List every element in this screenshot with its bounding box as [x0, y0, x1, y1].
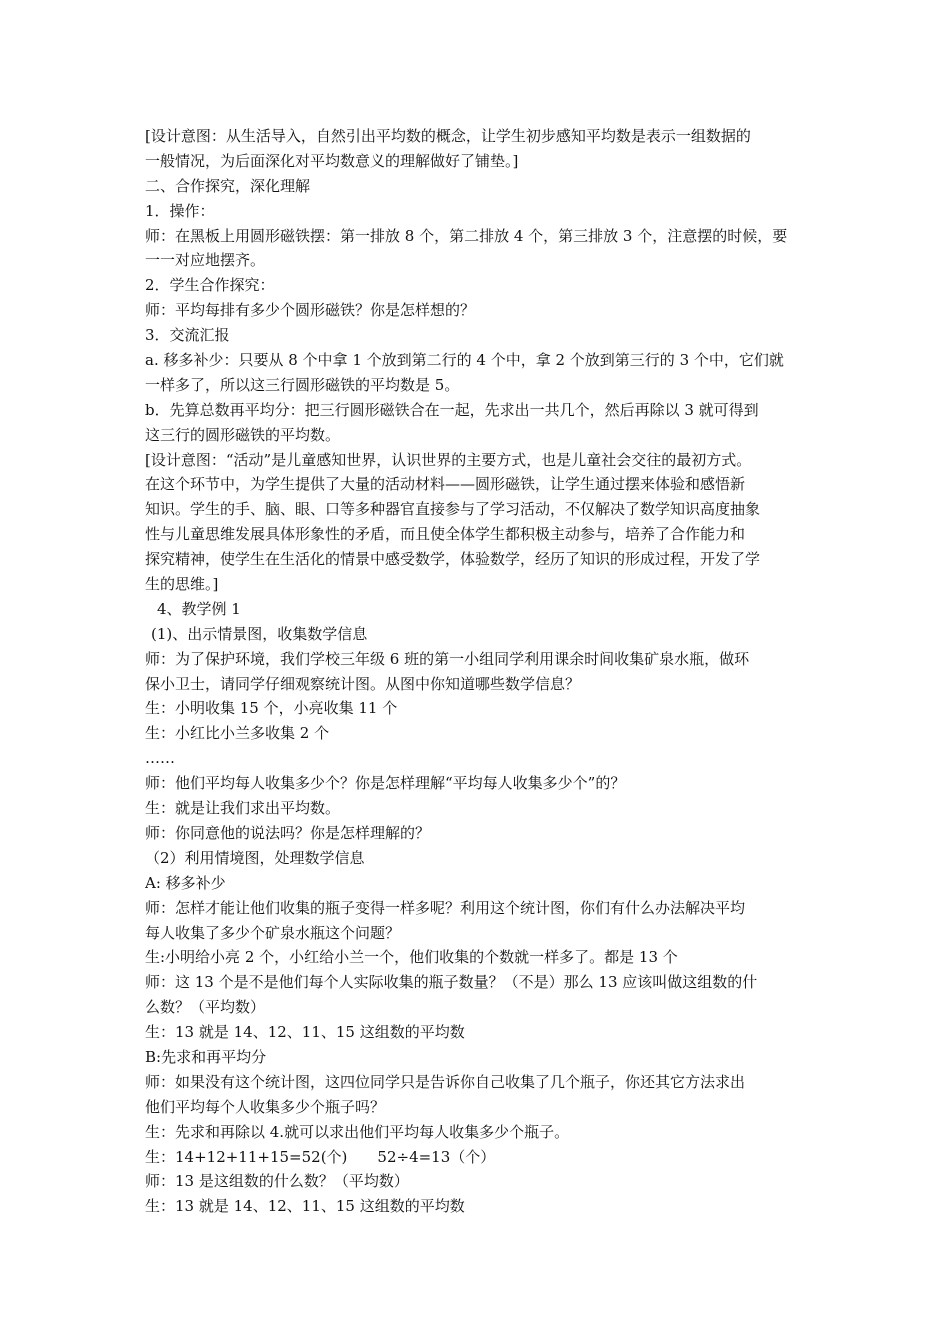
text-line: 一一对应地摆齐。 [145, 251, 266, 270]
document-page [145, 124, 825, 1219]
text-line: 师：怎样才能让他们收集的瓶子变得一样多呢？利用这个统计图，你们有什么办法解决平均 [145, 898, 746, 917]
text-line: 一样多了，所以这三行圆形磁铁的平均数是 5。 [145, 375, 460, 394]
text-line: 师：你同意他的说法吗？你是怎样理解的？ [145, 823, 431, 842]
text-line: 生：13 就是 14、12、11、15 这组数的平均数 [145, 1197, 465, 1216]
text-line: 生：就是让我们求出平均数。 [145, 799, 341, 818]
text-line: 师：他们平均每人收集多少个？你是怎样理解“平均每人收集多少个”的？ [145, 774, 626, 793]
text-line: 师：在黑板上用圆形磁铁摆：第一排放 8 个，第二排放 4 个，第三排放 3 个，注意摆的时候，要 [145, 226, 788, 245]
text-line: [设计意图：“活动”是儿童感知世界，认识世界的主要方式，也是儿童社会交往的最初方式。 [145, 450, 752, 469]
text-line: 生：13 就是 14、12、11、15 这组数的平均数 [145, 1023, 465, 1042]
text-line: 3．交流汇报 [145, 326, 230, 345]
text-line: 知识。学生的手、脑、眼、口等多种器官直接参与了学习活动，不仅解决了数学知识高度抽象 [145, 500, 761, 519]
text-line: 1．操作： [145, 201, 215, 220]
text-line: 么数？（平均数） [145, 998, 266, 1017]
text-line: b．先算总数再平均分：把三行圆形磁铁合在一起，先求出一共几个，然后再除以 3 就可得到 [145, 400, 759, 419]
text-line: （2）利用情境图，处理数学信息 [145, 848, 365, 867]
text-line: …… [145, 749, 175, 768]
text-line: 这三行的圆形磁铁的平均数。 [145, 425, 341, 444]
text-line: 师：如果没有这个统计图，这四位同学只是告诉你自己收集了几个瓶子，你还其它方法求出 [145, 1072, 746, 1091]
text-line: 师：这 13 个是不是他们每个人实际收集的瓶子数量？（不是）那么 13 应该叫做这组数的什 [145, 973, 758, 992]
text-line: 生：先求和再除以 4.就可以求出他们平均每人收集多少个瓶子。 [145, 1122, 570, 1141]
text-line: 生的思维。] [145, 575, 219, 594]
text-line: 性与儿童思维发展具体形象性的矛盾，而且使全体学生都积极主动参与，培养了合作能力和 [145, 525, 746, 544]
text-line: (1)、出示情景图，收集数学信息 [151, 624, 368, 643]
text-line: a. 移多补少：只要从 8 个中拿 1 个放到第二行的 4 个中，拿 2 个放到第三行的 3 个中，它们就 [145, 351, 784, 370]
text-line: 师：平均每排有多少个圆形磁铁？你是怎样想的？ [145, 301, 476, 320]
text-line: 生：小明收集 15 个，小亮收集 11 个 [145, 699, 398, 718]
section-heading: 4、教学例 1 [157, 599, 241, 618]
text-line: 一般情况，为后面深化对平均数意义的理解做好了铺垫。] [145, 151, 519, 170]
text-line: 师：13 是这组数的什么数？（平均数） [145, 1172, 409, 1191]
section-heading: 二、合作探究，深化理解 [145, 176, 311, 195]
text-line: B:先求和再平均分 [145, 1047, 267, 1066]
text-line: 生:小明给小亮 2 个，小红给小兰一个，他们收集的个数就一样多了。都是 13 个 [145, 948, 678, 967]
text-line: 师：为了保护环境，我们学校三年级 6 班的第一小组同学利用课余时间收集矿泉水瓶，做环 [145, 649, 750, 668]
text-line: 探究精神，使学生在生活化的情景中感受数学，体验数学，经历了知识的形成过程，开发了学 [145, 550, 761, 569]
text-line: 保小卫士，请同学仔细观察统计图。从图中你知道哪些数学信息？ [145, 674, 581, 693]
text-line: [设计意图：从生活导入，自然引出平均数的概念，让学生初步感知平均数是表示一组数据的 [145, 127, 751, 145]
text-line: 生：小红比小兰多收集 2 个 [145, 724, 330, 743]
text-line: 2．学生合作探究： [145, 276, 275, 295]
text-line: A: 移多补少 [145, 873, 226, 892]
text-line: 生：14+12+11+15=52(个) 52÷4=13（个） [145, 1147, 496, 1166]
text-line: 他们平均每个人收集多少个瓶子吗？ [145, 1097, 386, 1116]
text-line: 每人收集了多少个矿泉水瓶这个问题？ [145, 923, 401, 942]
text-line: 在这个环节中，为学生提供了大量的活动材料——圆形磁铁，让学生通过摆来体验和感悟新 [145, 475, 746, 494]
